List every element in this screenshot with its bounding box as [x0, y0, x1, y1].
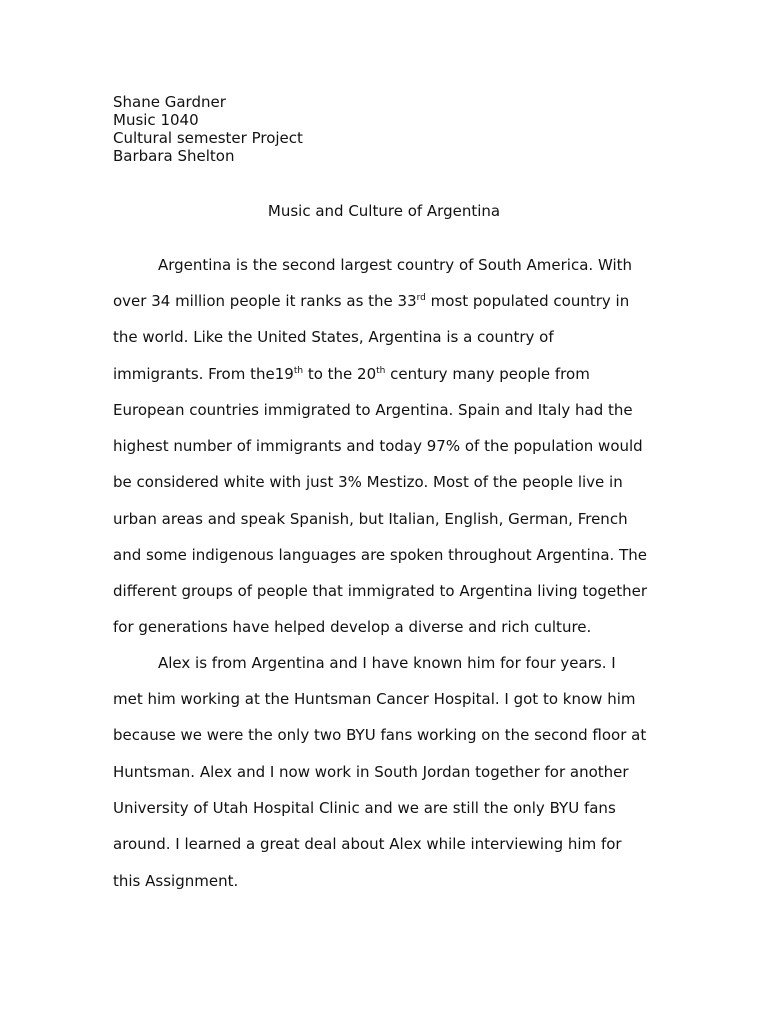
text-line: because we were the only two BYU fans working on the second floor at	[113, 726, 647, 744]
text-line	[113, 292, 629, 310]
text-line: for generations have helped develop a diverse and rich culture.	[113, 618, 592, 636]
text-line: met him working at the Huntsman Cancer Hospital. I got to know him	[113, 690, 636, 708]
text-line: Argentina is the second largest country of South America. With	[158, 256, 633, 274]
header-block	[113, 93, 303, 165]
text-run: immigrants. From the19	[113, 365, 294, 383]
text-line: be considered white with just 3% Mestizo. Most of the people live in	[113, 473, 623, 491]
text-line: the world. Like the United States, Argentina is a country of	[113, 328, 554, 346]
text-line: Huntsman. Alex and I now work in South Jordan together for another	[113, 763, 629, 781]
text-run: century many people from	[385, 365, 590, 383]
project-name: Cultural semester Project	[113, 129, 303, 147]
text-line: urban areas and speak Spanish, but Italian, English, German, French	[113, 510, 628, 528]
document-title: Music and Culture of Argentina	[267, 202, 501, 220]
text-line: different groups of people that immigrated to Argentina living together	[113, 582, 648, 600]
text-line: this Assignment.	[113, 872, 239, 890]
text-line: and some indigenous languages are spoken throughout Argentina. The	[113, 546, 647, 564]
text-line: European countries immigrated to Argentina. Spain and Italy had the	[113, 401, 633, 419]
author-name: Shane Gardner	[113, 93, 226, 111]
superscript: th	[376, 366, 386, 376]
text-run: to the 20	[303, 365, 377, 383]
text-line	[113, 365, 590, 383]
superscript: rd	[416, 293, 426, 303]
superscript: th	[293, 366, 304, 376]
text-line: University of Utah Hospital Clinic and we are still the only BYU fans	[113, 799, 616, 817]
course-name: Music 1040	[113, 111, 199, 129]
text-line: highest number of immigrants and today 97% of the population would	[113, 437, 643, 455]
instructor-name: Barbara Shelton	[113, 147, 235, 165]
text-run: most populated country in	[425, 292, 630, 310]
text-run: over 34 million people it ranks as the 33	[113, 292, 417, 310]
text-line: around. I learned a great deal about Alex while interviewing him for	[113, 835, 622, 853]
text-line: Alex is from Argentina and I have known him for four years. I	[158, 654, 616, 672]
